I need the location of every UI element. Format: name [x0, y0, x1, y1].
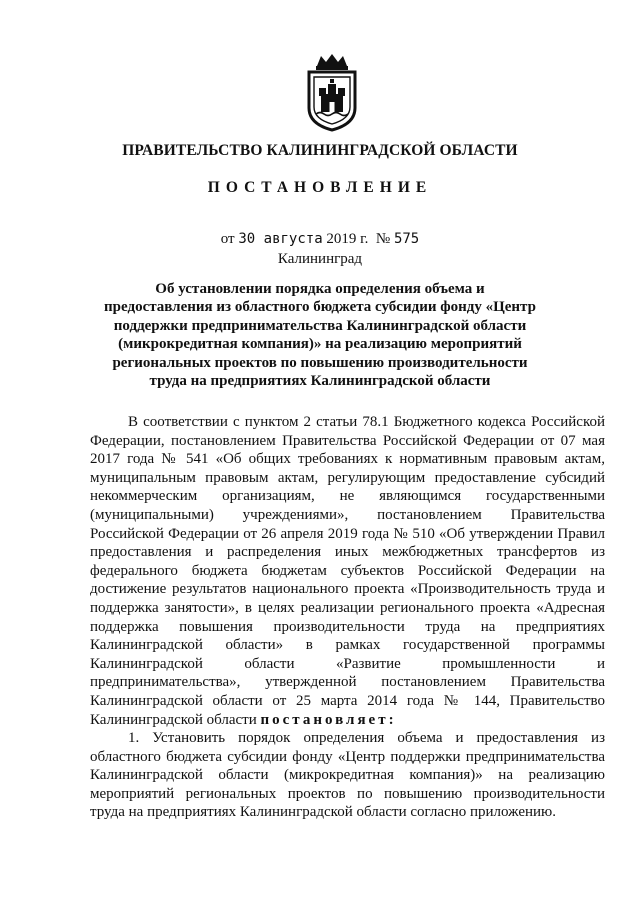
- date-year: 2019 г.: [326, 231, 369, 247]
- government-name: ПРАВИТЕЛЬСТВО КАЛИНИНГРАДСКОЙ ОБЛАСТИ: [122, 142, 518, 159]
- date-and-number: [0, 231, 640, 248]
- document-body: [90, 413, 605, 822]
- date-value: 30 августа: [238, 231, 323, 247]
- preamble-text: В соответствии с пунктом 2 статьи 78.1 Бюджетного кодекса Российской Федерации, постановлением Правительства Российской Федерации от 07 мая 2017 года № 541 «Об общих требованиях к нормативным правовым актам, муниципальным правовым актам, регулирующим предоставление субсидий некоммерческим организациям, не являющимся государственными (муниципальными) учреждениями», постановлением Правительства Российской Федерации от 26 апреля 2019 года № 510 «Об утверждении Правил предоставления и распределения иных межбюджетных трансфертов из федерального бюджета бюджетам субъектов Российской Федерации на достижение результатов национального проекта «Производительность труда и поддержка занятости», в целях реализации регионального проекта «Адресная поддержка повышения производительности труда на предприятиях Калининградской области» в рамках государственной программы Калининградской области «Развитие промышленности и предпринимательства», утвержденной постановлением Правительства Калининградской области от 25 марта 2014 года № 144, Правительство Калининградской области: [90, 414, 605, 728]
- decree-word: постановляет:: [260, 711, 397, 728]
- preamble-paragraph: [90, 413, 605, 729]
- number-sign: №: [375, 231, 391, 247]
- city-name: Калининград: [277, 251, 363, 267]
- document-title: Об установлении порядка определения объема и предоставления из областного бюджета субсидии фонду «Центр поддержки предпринимательства Калининградской области (микрокредитная компания)» на реализацию мероприятий региональных проектов по повышению производительности труда на предприятиях Калининградской области: [104, 281, 536, 390]
- document-number: 575: [393, 231, 420, 247]
- date-prefix: от: [220, 231, 235, 247]
- document-type: ПОСТАНОВЛЕНИЕ: [207, 179, 433, 196]
- clause-1-paragraph: 1. Установить порядок определения объема и предоставления из областного бюджета субсидии фонду «Центр поддержки предпринимательства Калининградской области (микрокредитная компания)» на реализацию мероприятий региональных проектов по повышению производительности труда на предприятиях Калининградской области согласно приложению.: [90, 730, 605, 821]
- coat-of-arms-emblem: [303, 52, 361, 132]
